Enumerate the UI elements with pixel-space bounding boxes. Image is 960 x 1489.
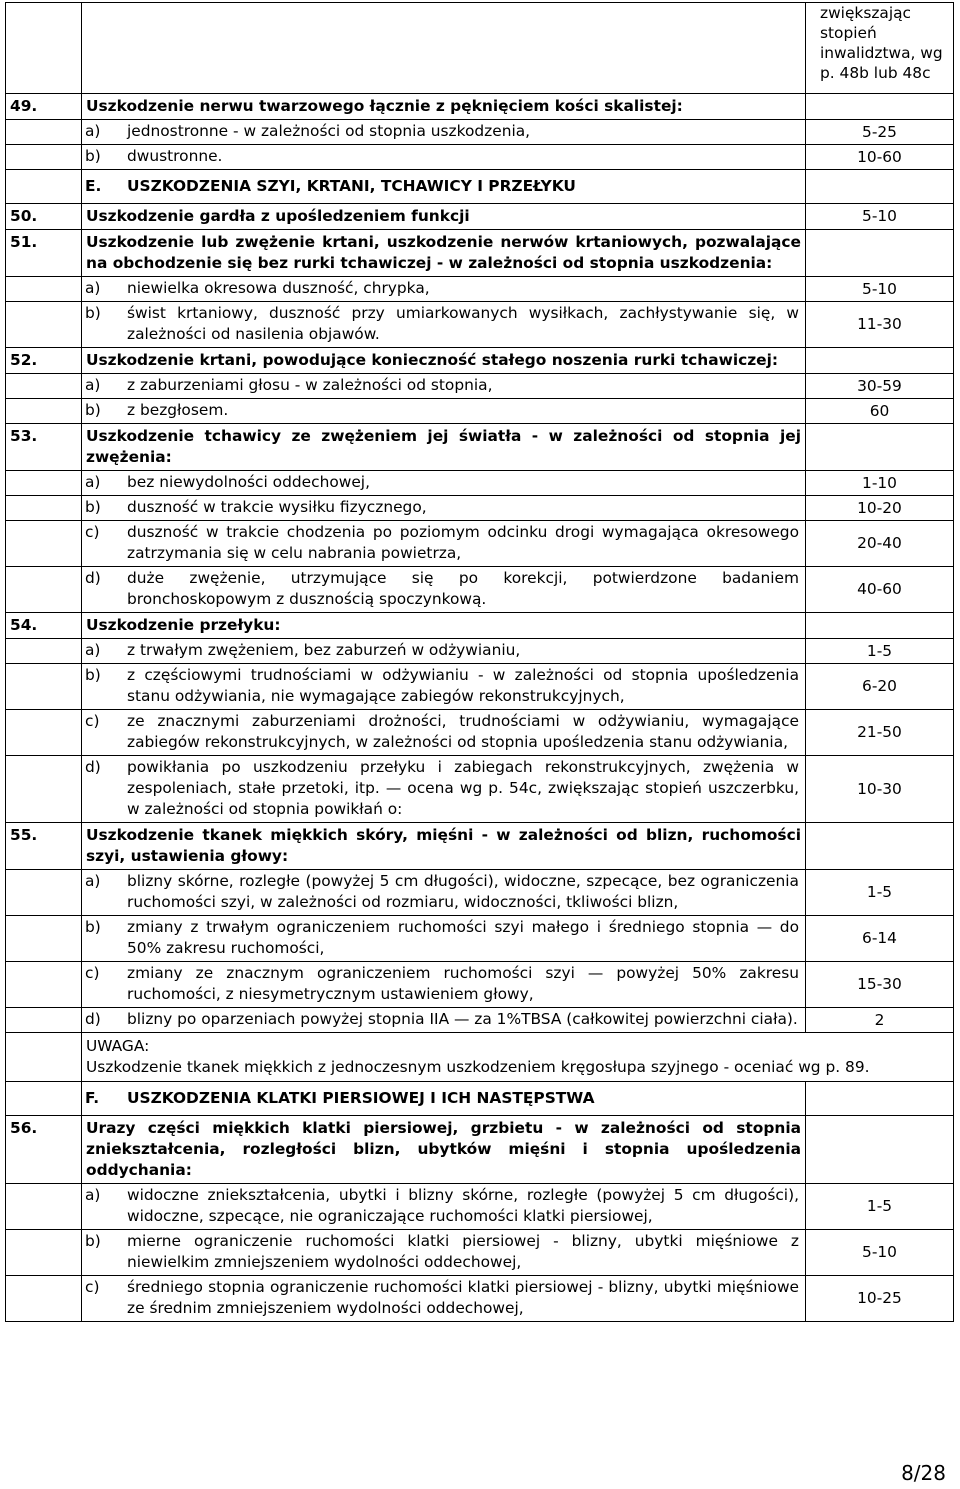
note-row [6, 1033, 954, 1082]
item-title: Uszkodzenie krtani, powodujące konieczność stałego noszenia rurki tchawiczej: [86, 351, 779, 369]
sub-letter: b) [85, 401, 101, 419]
item-number: 49. [10, 97, 38, 115]
sub-letter: d) [85, 758, 101, 776]
sub-value: 10-25 [857, 1289, 902, 1307]
sub-item-row [6, 916, 954, 962]
sub-text-cell [82, 962, 806, 1008]
page-number: 8/28 [901, 1461, 946, 1485]
section-letter: F. [85, 1089, 100, 1107]
sub-item [82, 1276, 805, 1321]
sub-value-cell [806, 1276, 954, 1322]
sub-value-cell [806, 639, 954, 664]
sub-item-row [6, 567, 954, 613]
sub-letter: b) [85, 918, 101, 936]
sub-num-cell [6, 277, 82, 302]
note-text: Uszkodzenie tkanek miękkich z jednoczesnym uszkodzeniem kręgosłupa szyjnego - oceniać wg p. 89. [86, 1058, 870, 1076]
sub-letter: a) [85, 376, 101, 394]
sub-value: 10-20 [857, 498, 902, 517]
sub-item-row [6, 1008, 954, 1033]
sub-text: zmiany ze znacznym ograniczeniem ruchomości szyi — powyżej 50% zakresu ruchomości, z niesymetrycznym ustawieniem głowy, [127, 964, 799, 1003]
sub-value: 1-10 [862, 473, 897, 492]
sub-value-cell [806, 567, 954, 613]
sub-num-cell [6, 639, 82, 664]
sub-item-row [6, 710, 954, 756]
sub-item-row [6, 1230, 954, 1276]
section-heading [82, 1082, 805, 1115]
section-letter: E. [85, 177, 102, 195]
sub-value-cell [806, 277, 954, 302]
item-value-cell [806, 348, 954, 374]
note-label: UWAGA: [86, 1037, 150, 1055]
sub-letter: a) [85, 641, 101, 659]
item-title: Uszkodzenie przełyku: [86, 616, 281, 634]
sub-text-cell [82, 399, 806, 424]
sub-item [82, 120, 805, 144]
sub-item-row [6, 120, 954, 145]
sub-item-row [6, 374, 954, 399]
sub-value: 1-5 [866, 1197, 893, 1215]
document-table [5, 2, 954, 1322]
sub-text: mierne ograniczenie ruchomości klatki piersiowej - blizny, ubytki mięśniowe z niewielkim zmniejszeniem wydolności oddechowej, [127, 1232, 799, 1271]
item-num-cell [6, 204, 82, 230]
sub-text: z trwałym zwężeniem, bez zaburzeń w odżywianiu, [127, 641, 521, 659]
section-title: USZKODZENIA SZYI, KRTANI, TCHAWICY I PRZEŁYKU [127, 177, 576, 195]
sub-letter: b) [85, 304, 101, 322]
item-title-cell [82, 1116, 806, 1184]
section-row [6, 170, 954, 204]
sub-value-cell [806, 471, 954, 496]
sub-value: 11-30 [857, 315, 902, 333]
item-value-cell [806, 94, 954, 120]
item-num-cell [6, 424, 82, 471]
sub-letter: b) [85, 498, 101, 516]
sub-item-row [6, 962, 954, 1008]
sub-text: zmiany z trwałym ograniczeniem ruchomości szyi małego i średniego stopnia — do 50% zakresu ruchomości, [127, 918, 799, 957]
header-value-line: inwalidztwa, wg [820, 44, 943, 62]
item-title: Uszkodzenie tchawicy ze zwężeniem jej światła - w zależności od stopnia jej zwężenia: [86, 427, 801, 466]
item-number: 52. [10, 351, 38, 369]
sub-letter: a) [85, 1186, 101, 1204]
sub-text: z częściowymi trudnościami w odżywianiu - w zależności od stopnia upośledzenia stanu odżywiania, nie wymagające zabiegów rekonstrukcyjnych, [127, 666, 799, 705]
item-title-cell [82, 204, 806, 230]
sub-text: niewielka okresowa duszność, chrypka, [127, 279, 430, 297]
sub-text: bez niewydolności oddechowej, [127, 473, 370, 491]
sub-num-cell [6, 145, 82, 170]
sub-value-cell [806, 962, 954, 1008]
sub-value-cell [806, 145, 954, 170]
sub-value: 5-10 [862, 279, 897, 298]
sub-text-cell [82, 916, 806, 962]
sub-value-cell [806, 1008, 954, 1033]
sub-text: widoczne zniekształcenia, ubytki i blizny skórne, rozległe (powyżej 5 cm długości), widoczne, szpecące, nie ograniczające ruchomości klatki piersiowej, [127, 1186, 799, 1225]
item-row [6, 348, 954, 374]
sub-item-row [6, 1184, 954, 1230]
sub-item-row [6, 496, 954, 521]
sub-text-cell [82, 870, 806, 916]
sub-value: 20-40 [857, 534, 902, 552]
sub-item-row [6, 756, 954, 823]
item-num-cell [6, 1116, 82, 1184]
sub-item-row [6, 277, 954, 302]
sub-text-cell [82, 1008, 806, 1033]
sub-item [82, 302, 805, 347]
sub-item-row [6, 471, 954, 496]
sub-letter: a) [85, 279, 101, 297]
sub-text: ze znacznymi zaburzeniami drożności, trudnościami w odżywianiu, wymagające zabiegów rekonstrukcyjnych, w zależności od stopnia upośledzenia stanu odżywiania, [127, 712, 799, 751]
item-row [6, 204, 954, 230]
note-num-cell [6, 1033, 82, 1082]
sub-item-row [6, 145, 954, 170]
sub-value-cell [806, 1184, 954, 1230]
sub-text: średniego stopnia ograniczenie ruchomości klatki piersiowej - blizny, ubytki mięśniowe ze średnim zmniejszeniem wydolności oddechowej, [127, 1278, 799, 1317]
sub-num-cell [6, 521, 82, 567]
sub-item [82, 399, 805, 423]
sub-letter: b) [85, 666, 101, 684]
item-title-cell [82, 424, 806, 471]
sub-letter: c) [85, 712, 100, 730]
sub-item [82, 756, 805, 822]
item-value-cell [806, 1116, 954, 1184]
sub-text: duszność w trakcie chodzenia po poziomym odcinku drogi wymagająca okresowego zatrzymania się w celu nabrania powietrza, [127, 523, 799, 562]
sub-text: blizny skórne, rozległe (powyżej 5 cm długości), widoczne, szpecące, bez ograniczenia ruchomości szyi, w zależności od rozmiaru, widoczności, tkliwości blizn, [127, 872, 799, 911]
sub-item [82, 1184, 805, 1229]
sub-num-cell [6, 1184, 82, 1230]
sub-value: 21-50 [857, 723, 902, 741]
sub-num-cell [6, 496, 82, 521]
sub-text: blizny po oparzeniach powyżej stopnia IIA — za 1%TBSA (całkowitej powierzchni ciała). [127, 1010, 798, 1028]
sub-item [82, 1230, 805, 1275]
sub-value-cell [806, 399, 954, 424]
sub-num-cell [6, 471, 82, 496]
sub-item-row [6, 302, 954, 348]
sub-text-cell [82, 756, 806, 823]
header-row [6, 3, 954, 94]
item-row [6, 94, 954, 120]
sub-num-cell [6, 374, 82, 399]
sub-num-cell [6, 916, 82, 962]
sub-text: jednostronne - w zależności od stopnia uszkodzenia, [127, 122, 531, 140]
item-value: 5-10 [862, 207, 897, 225]
sub-letter: b) [85, 1232, 101, 1250]
sub-value: 6-20 [862, 677, 897, 695]
sub-value: 6-14 [862, 929, 897, 947]
sub-text: duszność w trakcie wysiłku fizycznego, [127, 498, 427, 516]
sub-item [82, 496, 805, 520]
item-number: 53. [10, 427, 38, 445]
sub-value: 2 [874, 1010, 885, 1029]
sub-item [82, 567, 805, 612]
section-heading [82, 170, 805, 203]
sub-value-cell [806, 870, 954, 916]
item-num-cell [6, 230, 82, 277]
sub-item-row [6, 1276, 954, 1322]
sub-value: 60 [869, 401, 890, 420]
sub-text: z bezgłosem. [127, 401, 229, 419]
section-title: USZKODZENIA KLATKI PIERSIOWEJ I ICH NASTĘPSTWA [127, 1089, 595, 1107]
header-value-line: stopień [820, 24, 877, 42]
item-title: Uszkodzenie lub zwężenie krtani, uszkodzenie nerwów krtaniowych, pozwalające na obchodzenie się bez rurki tchawiczej - w zależności od stopnia uszkodzenia: [86, 233, 801, 272]
sub-text-cell [82, 710, 806, 756]
sub-value: 5-10 [862, 1243, 897, 1261]
sub-value-cell [806, 374, 954, 399]
note-cell [82, 1033, 954, 1082]
sub-text-cell [82, 145, 806, 170]
header-text-cell [82, 3, 806, 94]
sub-num-cell [6, 710, 82, 756]
sub-item-row [6, 521, 954, 567]
sub-value: 30-59 [857, 376, 902, 395]
sub-num-cell [6, 399, 82, 424]
sub-item [82, 471, 805, 495]
item-title-cell [82, 613, 806, 639]
sub-num-cell [6, 1230, 82, 1276]
sub-item-row [6, 664, 954, 710]
sub-value-cell [806, 302, 954, 348]
item-title: Uszkodzenie nerwu twarzowego łącznie z pęknięciem kości skalistej: [86, 97, 683, 115]
sub-letter: a) [85, 473, 101, 491]
sub-num-cell [6, 870, 82, 916]
section-num-cell [6, 1082, 82, 1116]
sub-value: 1-5 [866, 883, 893, 901]
sub-item [82, 639, 805, 663]
sub-num-cell [6, 664, 82, 710]
sub-letter: c) [85, 523, 100, 541]
sub-num-cell [6, 1276, 82, 1322]
sub-text: duże zwężenie, utrzymujące się po korekcji, potwierdzone badaniem bronchoskopowym z dusznością spoczynkową. [127, 569, 799, 608]
section-title-cell [82, 1082, 806, 1116]
sub-num-cell [6, 567, 82, 613]
sub-value-cell [806, 1230, 954, 1276]
sub-value-cell [806, 496, 954, 521]
sub-item [82, 916, 805, 961]
sub-value: 1-5 [866, 641, 893, 660]
section-num-cell [6, 170, 82, 204]
section-title-cell [82, 170, 806, 204]
section-row [6, 1082, 954, 1116]
sub-value-cell [806, 120, 954, 145]
sub-letter: c) [85, 964, 100, 982]
sub-value-cell [806, 756, 954, 823]
sub-letter: d) [85, 1010, 101, 1028]
item-title: Urazy części miękkich klatki piersiowej, grzbietu - w zależności od stopnia zniekształcenia, rozległości blizn, ubytków mięśni i stopnia upośledzenia oddychania: [86, 1119, 801, 1179]
item-title-cell [82, 348, 806, 374]
sub-text-cell [82, 639, 806, 664]
sub-value: 5-25 [862, 122, 897, 141]
sub-letter: a) [85, 122, 101, 140]
sub-text-cell [82, 120, 806, 145]
sub-text-cell [82, 277, 806, 302]
sub-text-cell [82, 374, 806, 399]
sub-text-cell [82, 664, 806, 710]
sub-num-cell [6, 302, 82, 348]
sub-letter: a) [85, 872, 101, 890]
sub-item-row [6, 870, 954, 916]
sub-value: 15-30 [857, 975, 902, 993]
sub-num-cell [6, 1008, 82, 1033]
sub-item [82, 145, 805, 169]
sub-text-cell [82, 496, 806, 521]
sub-text-cell [82, 1184, 806, 1230]
sub-letter: b) [85, 147, 101, 165]
sub-item [82, 374, 805, 398]
item-row [6, 424, 954, 471]
sub-letter: d) [85, 569, 101, 587]
sub-item [82, 521, 805, 566]
sub-value-cell [806, 521, 954, 567]
sub-item-row [6, 399, 954, 424]
item-title-cell [82, 230, 806, 277]
item-title-cell [82, 823, 806, 870]
sub-text-cell [82, 567, 806, 613]
item-row [6, 230, 954, 277]
item-number: 51. [10, 233, 38, 251]
item-number: 54. [10, 616, 38, 634]
item-title-cell [82, 94, 806, 120]
sub-item [82, 710, 805, 755]
sub-text: dwustronne. [127, 147, 223, 165]
sub-item [82, 277, 805, 301]
sub-text-cell [82, 471, 806, 496]
sub-text: z zaburzeniami głosu - w zależności od stopnia, [127, 376, 493, 394]
item-value-cell [806, 204, 954, 230]
sub-item [82, 1008, 805, 1032]
item-row [6, 823, 954, 870]
item-num-cell [6, 94, 82, 120]
item-title: Uszkodzenie gardła z upośledzeniem funkcji [86, 207, 470, 225]
item-value-cell [806, 424, 954, 471]
item-number: 50. [10, 207, 38, 225]
item-title: Uszkodzenie tkanek miękkich skóry, mięśni - w zależności od blizn, ruchomości szyi, ustawienia głowy: [86, 826, 801, 865]
item-number: 56. [10, 1119, 38, 1137]
sub-num-cell [6, 120, 82, 145]
sub-value-cell [806, 710, 954, 756]
sub-item [82, 870, 805, 915]
item-num-cell [6, 348, 82, 374]
sub-num-cell [6, 962, 82, 1008]
sub-text: powikłania po uszkodzeniu przełyku i zabiegach rekonstrukcyjnych, zwężenia w zespoleniach, stałe przetoki, itp. — ocena wg p. 54c, zwiększając stopień uszczerbku, w zależności od stopnia powikłań o: [127, 758, 799, 818]
sub-text-cell [82, 1276, 806, 1322]
sub-text-cell [82, 302, 806, 348]
sub-item-row [6, 639, 954, 664]
sub-letter: c) [85, 1278, 100, 1296]
header-value-line: p. 48b lub 48c [820, 64, 931, 82]
item-row [6, 1116, 954, 1184]
header-value-line: zwiększając [820, 4, 912, 22]
sub-value-cell [806, 664, 954, 710]
sub-text-cell [82, 1230, 806, 1276]
item-num-cell [6, 823, 82, 870]
sub-value: 40-60 [857, 580, 902, 598]
sub-value: 10-30 [857, 779, 902, 798]
item-value-cell [806, 613, 954, 639]
item-row [6, 613, 954, 639]
item-value-cell [806, 230, 954, 277]
sub-value: 10-60 [857, 147, 902, 166]
sub-text-cell [82, 521, 806, 567]
section-value-cell [806, 170, 954, 204]
item-num-cell [6, 613, 82, 639]
item-value-cell [806, 823, 954, 870]
sub-value-cell [806, 916, 954, 962]
sub-item [82, 962, 805, 1007]
sub-text: świst krtaniowy, duszność przy umiarkowanych wysiłkach, zachłystywanie się, w zależności od nasilenia objawów. [127, 304, 799, 343]
header-value-cell [806, 3, 954, 94]
sub-item [82, 664, 805, 709]
sub-num-cell [6, 756, 82, 823]
header-num-cell [6, 3, 82, 94]
section-value-cell [806, 1082, 954, 1116]
item-number: 55. [10, 826, 38, 844]
